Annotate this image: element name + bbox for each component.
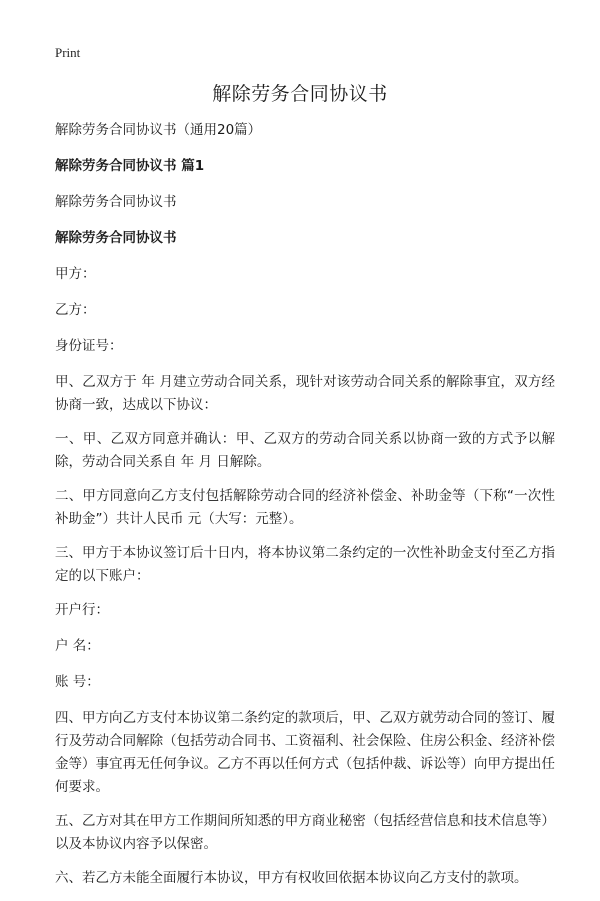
clause-5: 五、乙方对其在甲方工作期间所知悉的甲方商业秘密（包括经营信息和技术信息等）以及本协议内容予以保密。 [55,813,555,852]
bank-field: 开户行： [55,602,109,618]
intro-paragraph: 甲、乙双方于 年 月建立劳动合同关系，现针对该劳动合同关系的解除事宜，双方经协商一致，达成以下协议： [55,374,555,413]
clause-1: 一、甲、乙双方同意并确认：甲、乙双方的劳动合同关系以协商一致的方式予以解除，劳动合同关系自 年 月 日解除。 [55,431,555,470]
document-title: 解除劳务合同协议书 [212,83,388,105]
account-number-field: 账 号： [55,674,100,690]
clause-3: 三、甲方于本协议签订后十日内，将本协议第二条约定的一次性补助金支付至乙方指定的以下账户： [55,545,555,584]
party-b-field: 乙方： [55,302,96,318]
section-heading: 解除劳务合同协议书 篇1 [55,158,205,174]
clause-2: 二、甲方同意向乙方支付包括解除劳动合同的经济补偿金、补助金等（下称“一次性补助金”）共计人民币 元（大写：元整）。 [55,488,555,527]
bold-heading: 解除劳务合同协议书 [55,230,177,246]
clause-6: 六、若乙方未能全面履行本协议，甲方有权收回依据本协议向乙方支付的款项。 [55,870,528,886]
clause-4: 四、甲方向乙方支付本协议第二条约定的款项后，甲、乙双方就劳动合同的签订、履行及劳动合同解除（包括劳动合同书、工资福利、社会保险、住房公积金、经济补偿金等）事宜再无任何争议。乙方不再以任何方式（包括仲裁、诉讼等）向甲方提出任何要求。 [55,710,555,795]
print-link[interactable]: Print [55,45,81,60]
party-a-field: 甲方： [55,266,96,282]
plain-heading: 解除劳务合同协议书 [55,194,177,210]
account-name-field: 户 名： [55,638,100,654]
document-subtitle: 解除劳务合同协议书（通用20篇） [55,122,262,138]
document-body [55,119,555,901]
id-number-field: 身份证号： [55,338,123,354]
